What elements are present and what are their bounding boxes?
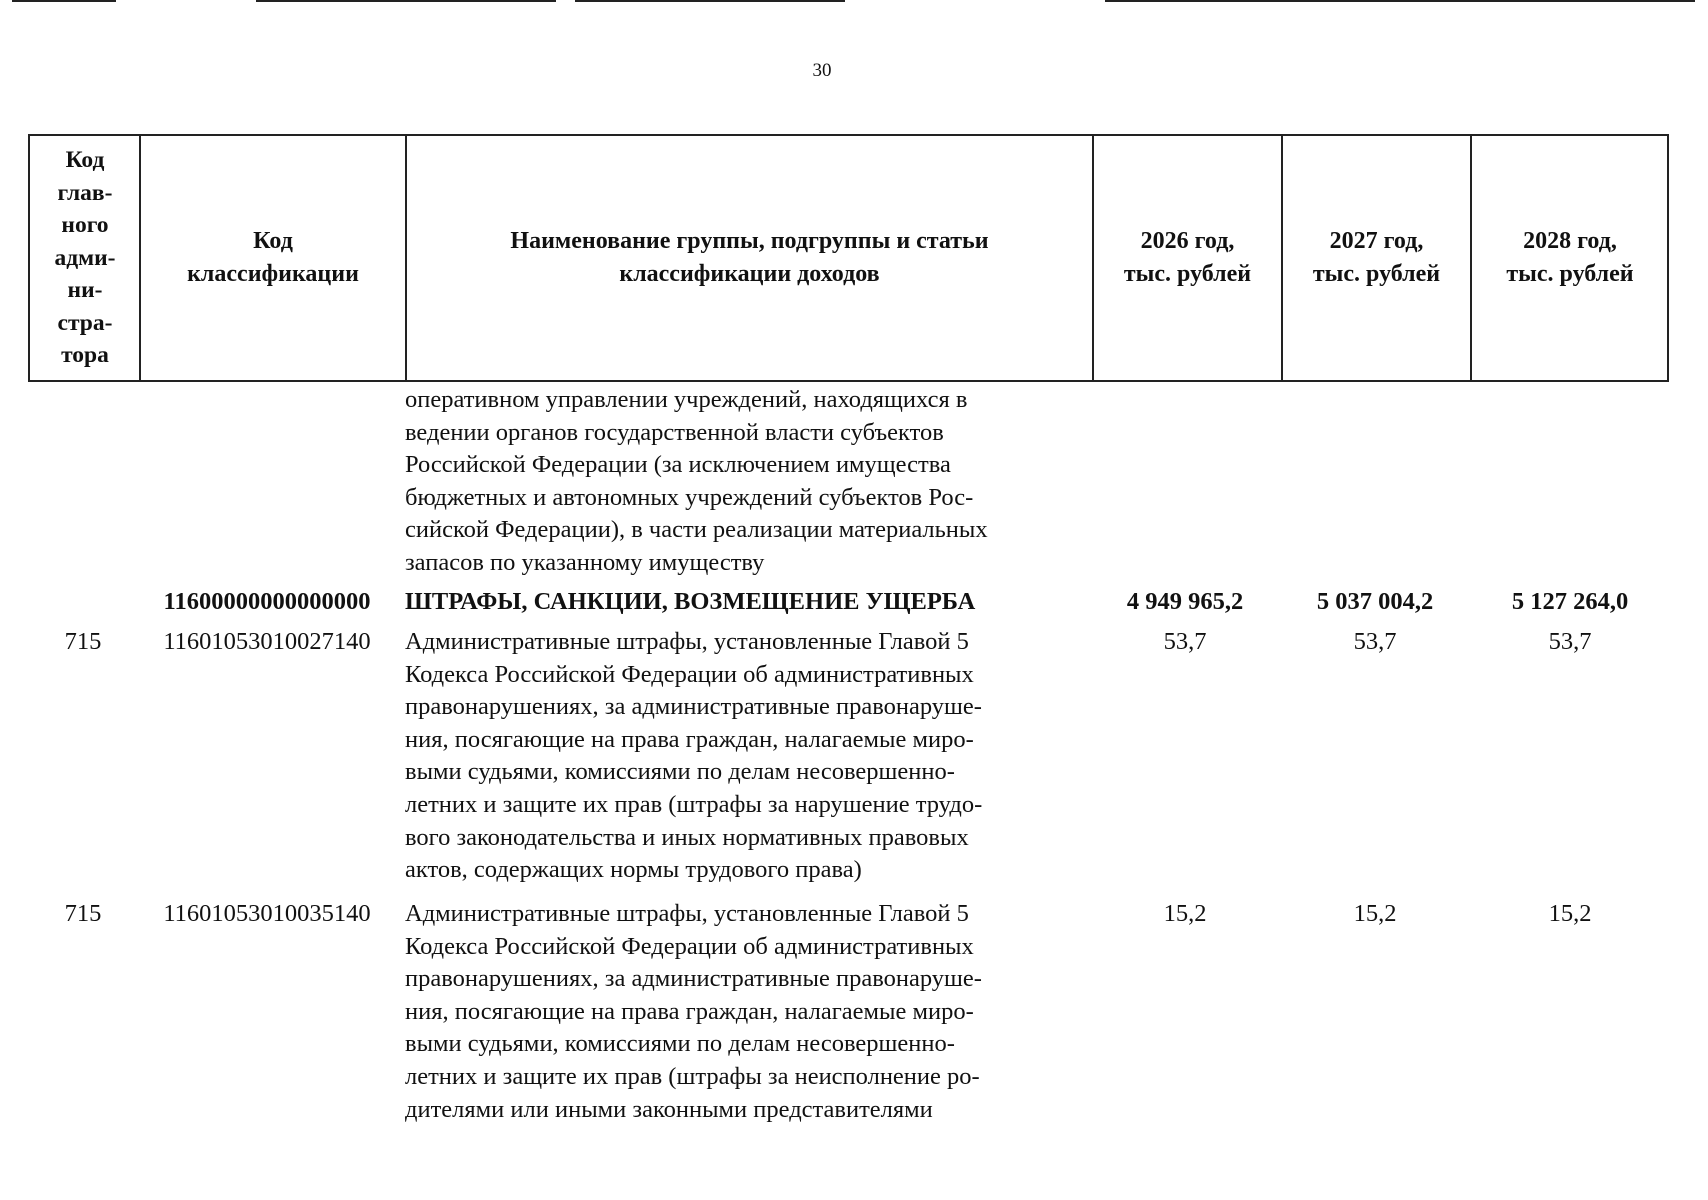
cell-name-line: актов, содержащих нормы трудового права)	[405, 856, 862, 884]
cell-name-line: Административные штрафы, установленные Главой 5	[405, 628, 969, 655]
cell-name	[405, 626, 1085, 887]
header-name-line: классификации доходов	[619, 261, 880, 287]
cell-name-line: ШТРАФЫ, САНКЦИИ, ВОЗМЕЩЕНИЕ УЩЕРБА	[405, 588, 976, 615]
scan-edge-line	[1105, 0, 1695, 2]
cell-name-line: запасов по указанному имуществу	[405, 548, 765, 576]
cell-name-line: правонарушениях, за административные правонаруше-	[405, 693, 982, 721]
cell-name	[405, 384, 1085, 580]
header-admin-code-line: стра-	[57, 309, 113, 336]
header-2028-line: тыс. рублей	[1506, 261, 1634, 287]
cell-name-line: летних и защите их прав (штрафы за нарушение трудо-	[405, 790, 983, 818]
cell-name	[405, 586, 1085, 619]
header-name	[407, 136, 1092, 380]
header-2027	[1283, 136, 1470, 380]
header-2026-line: 2026 год,	[1140, 228, 1235, 254]
header-2026-line: тыс. рублей	[1123, 261, 1252, 287]
header-2028-line: 2028 год,	[1523, 228, 1617, 254]
scan-edge-line	[12, 0, 116, 2]
cell-name-line: ния, посягающие на права граждан, налагаемые миро-	[405, 725, 974, 753]
cell-value-2026: 15,2	[1163, 900, 1207, 927]
cell-name-line: дителями или иными законными представителями	[405, 1095, 933, 1123]
header-2026	[1094, 136, 1281, 380]
cell-value-2027: 15,2	[1353, 900, 1397, 927]
header-name-line: Наименование группы, подгруппы и статьи	[510, 228, 989, 254]
cell-name-line: бюджетных и автономных учреждений субъектов Рос-	[405, 483, 974, 511]
cell-name-line: Кодекса Российской Федерации об административных	[405, 660, 974, 688]
cell-admin-code: 715	[64, 628, 102, 655]
header-admin-code-line: ного	[61, 212, 109, 239]
header-2028	[1472, 136, 1668, 380]
cell-value-2026: 4 949 965,2	[1126, 588, 1244, 615]
header-admin-code-line: ни-	[67, 277, 103, 304]
cell-value-2028: 5 127 264,0	[1511, 588, 1629, 615]
cell-name-line: ния, посягающие на права граждан, налагаемые миро-	[405, 997, 974, 1025]
cell-value-2027: 53,7	[1353, 628, 1397, 655]
header-admin-code	[31, 136, 139, 380]
cell-name-line: Кодекса Российской Федерации об административных	[405, 932, 974, 960]
header-classification-code-line: классификации	[187, 261, 359, 287]
cell-name-line: правонарушениях, за административные правонаруше-	[405, 965, 982, 993]
cell-name	[405, 898, 1085, 1126]
cell-name-line: оперативном управлении учреждений, находящихся в	[405, 386, 968, 413]
header-admin-code-line: адми-	[54, 244, 116, 271]
header-classification-code-line: Код	[253, 228, 293, 254]
cell-name-line: Административные штрафы, установленные Главой 5	[405, 900, 969, 927]
cell-name-line: вого законодательства и иных нормативных правовых	[405, 823, 969, 851]
cell-classification-code: 11600000000000000	[163, 588, 371, 615]
header-classification-code	[141, 136, 405, 380]
header-admin-code-line: глав-	[57, 179, 113, 206]
cell-value-2027: 5 037 004,2	[1316, 588, 1434, 615]
cell-value-2028: 15,2	[1548, 900, 1592, 927]
cell-name-line: ведении органов государственной власти субъектов	[405, 418, 944, 446]
header-2027-line: тыс. рублей	[1312, 261, 1441, 287]
header-admin-code-line: Код	[65, 147, 105, 174]
page-number: 30	[812, 60, 832, 81]
header-admin-code-line: тора	[61, 342, 109, 369]
cell-name-line: летних и защите их прав (штрафы за неисполнение ро-	[405, 1062, 980, 1090]
cell-name-line: сийской Федерации), в части реализации материальных	[405, 516, 988, 544]
cell-classification-code: 11601053010035140	[163, 900, 371, 927]
cell-admin-code: 715	[64, 900, 102, 927]
cell-value-2028: 53,7	[1548, 628, 1592, 655]
cell-name-line: выми судьями, комиссиями по делам несовершенно-	[405, 758, 955, 786]
scan-edge-line	[256, 0, 556, 2]
cell-value-2026: 53,7	[1163, 628, 1207, 655]
header-2027-line: 2027 год,	[1329, 228, 1424, 254]
cell-name-line: выми судьями, комиссиями по делам несовершенно-	[405, 1030, 955, 1058]
cell-name-line: Российской Федерации (за исключением имущества	[405, 451, 951, 479]
cell-classification-code: 11601053010027140	[163, 628, 371, 655]
table-header	[28, 134, 1669, 382]
scan-edge-line	[575, 0, 845, 2]
